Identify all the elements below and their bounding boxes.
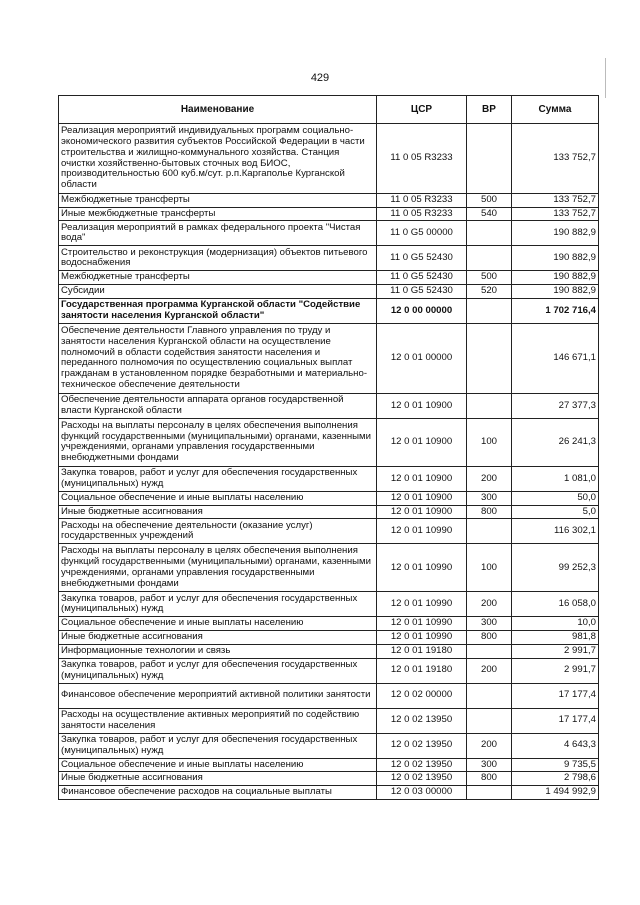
row-name-cell: Иные бюджетные ассигнования bbox=[59, 505, 377, 519]
row-csr-cell: 12 0 02 13950 bbox=[377, 772, 467, 786]
table-row bbox=[59, 124, 599, 194]
row-sum-cell: 2 798,6 bbox=[512, 772, 599, 786]
row-sum-cell: 133 752,7 bbox=[512, 194, 599, 208]
table-row bbox=[59, 207, 599, 221]
table-row bbox=[59, 617, 599, 631]
row-vr-cell: 300 bbox=[467, 617, 512, 631]
row-csr-cell: 11 0 G5 52430 bbox=[377, 246, 467, 271]
row-vr-cell: 300 bbox=[467, 491, 512, 505]
row-csr-cell: 12 0 01 10990 bbox=[377, 544, 467, 592]
row-sum-cell: 5,0 bbox=[512, 505, 599, 519]
row-name-cell: Финансовое обеспечение расходов на социальные выплаты bbox=[59, 786, 377, 800]
row-sum-cell: 146 671,1 bbox=[512, 323, 599, 393]
row-csr-cell: 12 0 03 00000 bbox=[377, 786, 467, 800]
row-sum-cell: 190 882,9 bbox=[512, 221, 599, 246]
row-name-cell: Социальное обеспечение и иные выплаты населению bbox=[59, 491, 377, 505]
row-name-cell: Межбюджетные трансферты bbox=[59, 271, 377, 285]
table-row bbox=[59, 271, 599, 285]
row-name-cell: Иные бюджетные ассигнования bbox=[59, 631, 377, 645]
row-sum-cell: 17 177,4 bbox=[512, 683, 599, 708]
row-name-cell: Информационные технологии и связь bbox=[59, 644, 377, 658]
row-vr-cell bbox=[467, 323, 512, 393]
table-row bbox=[59, 505, 599, 519]
row-vr-cell bbox=[467, 644, 512, 658]
row-csr-cell: 11 0 G5 52430 bbox=[377, 285, 467, 299]
row-vr-cell: 100 bbox=[467, 544, 512, 592]
table-row bbox=[59, 194, 599, 208]
table-row bbox=[59, 658, 599, 683]
row-name-cell: Расходы на обеспечение деятельности (оказание услуг) государственных учреждений bbox=[59, 519, 377, 544]
row-vr-cell: 200 bbox=[467, 658, 512, 683]
scan-edge-mark bbox=[605, 58, 606, 98]
row-csr-cell: 12 0 02 13950 bbox=[377, 733, 467, 758]
row-csr-cell: 12 0 01 19180 bbox=[377, 658, 467, 683]
row-sum-cell: 2 991,7 bbox=[512, 658, 599, 683]
row-name-cell: Финансовое обеспечение мероприятий активной политики занятости bbox=[59, 683, 377, 708]
row-name-cell: Расходы на осуществление активных мероприятий по содействию занятости населения bbox=[59, 708, 377, 733]
row-csr-cell: 12 0 01 10990 bbox=[377, 631, 467, 645]
row-name-cell: Субсидии bbox=[59, 285, 377, 299]
table-row bbox=[59, 708, 599, 733]
row-vr-cell: 300 bbox=[467, 758, 512, 772]
row-vr-cell bbox=[467, 124, 512, 194]
table-row bbox=[59, 592, 599, 617]
row-csr-cell: 12 0 02 13950 bbox=[377, 758, 467, 772]
table-header-row bbox=[59, 96, 599, 124]
page-number: 429 bbox=[310, 72, 330, 84]
table-row bbox=[59, 285, 599, 299]
row-name-cell: Обеспечение деятельности аппарата органов государственной власти Курганской области bbox=[59, 393, 377, 418]
row-vr-cell: 520 bbox=[467, 285, 512, 299]
row-sum-cell: 50,0 bbox=[512, 491, 599, 505]
row-csr-cell: 12 0 01 10990 bbox=[377, 617, 467, 631]
row-name-cell: Закупка товаров, работ и услуг для обеспечения государственных (муниципальных) нужд bbox=[59, 733, 377, 758]
row-csr-cell: 12 0 01 00000 bbox=[377, 323, 467, 393]
row-vr-cell: 200 bbox=[467, 466, 512, 491]
row-csr-cell: 12 0 01 10900 bbox=[377, 418, 467, 466]
header-csr: ЦСР bbox=[377, 96, 467, 124]
row-name-cell: Реализация мероприятий в рамках федерального проекта "Чистая вода" bbox=[59, 221, 377, 246]
row-sum-cell: 9 735,5 bbox=[512, 758, 599, 772]
table-row bbox=[59, 519, 599, 544]
row-name-cell: Государственная программа Курганской области "Содействие занятости населения Курганской области" bbox=[59, 298, 377, 323]
row-vr-cell bbox=[467, 393, 512, 418]
row-name-cell: Иные межбюджетные трансферты bbox=[59, 207, 377, 221]
row-csr-cell: 12 0 02 13950 bbox=[377, 708, 467, 733]
table-row bbox=[59, 393, 599, 418]
table-row bbox=[59, 683, 599, 708]
row-name-cell: Социальное обеспечение и иные выплаты населению bbox=[59, 758, 377, 772]
row-vr-cell bbox=[467, 298, 512, 323]
row-vr-cell bbox=[467, 519, 512, 544]
row-vr-cell bbox=[467, 246, 512, 271]
row-csr-cell: 12 0 01 10900 bbox=[377, 491, 467, 505]
row-csr-cell: 12 0 00 00000 bbox=[377, 298, 467, 323]
row-name-cell: Межбюджетные трансферты bbox=[59, 194, 377, 208]
row-sum-cell: 17 177,4 bbox=[512, 708, 599, 733]
row-csr-cell: 11 0 G5 52430 bbox=[377, 271, 467, 285]
row-vr-cell: 200 bbox=[467, 592, 512, 617]
row-vr-cell: 500 bbox=[467, 194, 512, 208]
row-csr-cell: 12 0 01 10990 bbox=[377, 519, 467, 544]
row-name-cell: Закупка товаров, работ и услуг для обеспечения государственных (муниципальных) нужд bbox=[59, 466, 377, 491]
row-csr-cell: 11 0 G5 00000 bbox=[377, 221, 467, 246]
row-sum-cell: 116 302,1 bbox=[512, 519, 599, 544]
row-csr-cell: 11 0 05 R3233 bbox=[377, 194, 467, 208]
row-sum-cell: 16 058,0 bbox=[512, 592, 599, 617]
table-row bbox=[59, 491, 599, 505]
row-sum-cell: 2 991,7 bbox=[512, 644, 599, 658]
table-row bbox=[59, 418, 599, 466]
row-vr-cell: 200 bbox=[467, 733, 512, 758]
row-sum-cell: 26 241,3 bbox=[512, 418, 599, 466]
header-sum: Сумма bbox=[512, 96, 599, 124]
row-sum-cell: 10,0 bbox=[512, 617, 599, 631]
row-sum-cell: 133 752,7 bbox=[512, 207, 599, 221]
row-name-cell: Расходы на выплаты персоналу в целях обеспечения выполнения функций государственными (муниципальными) органами, казенными учреждениями, органами управления государственными внебюджетными фондами bbox=[59, 544, 377, 592]
row-sum-cell: 190 882,9 bbox=[512, 271, 599, 285]
row-sum-cell: 27 377,3 bbox=[512, 393, 599, 418]
table-row bbox=[59, 246, 599, 271]
row-name-cell: Расходы на выплаты персоналу в целях обеспечения выполнения функций государственными (муниципальными) органами, казенными учреждениями, органами управления государственными внебюджетными фондами bbox=[59, 418, 377, 466]
row-vr-cell bbox=[467, 683, 512, 708]
table-row bbox=[59, 786, 599, 800]
row-vr-cell: 800 bbox=[467, 631, 512, 645]
table-row bbox=[59, 631, 599, 645]
row-name-cell: Социальное обеспечение и иные выплаты населению bbox=[59, 617, 377, 631]
row-sum-cell: 1 494 992,9 bbox=[512, 786, 599, 800]
table-body bbox=[59, 124, 599, 800]
row-name-cell: Закупка товаров, работ и услуг для обеспечения государственных (муниципальных) нужд bbox=[59, 658, 377, 683]
row-name-cell: Иные бюджетные ассигнования bbox=[59, 772, 377, 786]
table-row bbox=[59, 466, 599, 491]
table-row bbox=[59, 544, 599, 592]
row-csr-cell: 12 0 01 10900 bbox=[377, 466, 467, 491]
row-vr-cell bbox=[467, 221, 512, 246]
row-csr-cell: 12 0 01 10900 bbox=[377, 505, 467, 519]
table-row bbox=[59, 221, 599, 246]
header-name: Наименование bbox=[59, 96, 377, 124]
row-name-cell: Реализация мероприятий индивидуальных программ социально-экономического развития субъектов Российской Федерации в части строительства и жилищно-коммунального хозяйства. Станция очистки хозяйственно-бытовых сточных вод БИОС, производительностью 600 куб.м/сут. р.п.Каргаполье Курганской области bbox=[59, 124, 377, 194]
row-csr-cell: 12 0 01 10900 bbox=[377, 393, 467, 418]
table-row bbox=[59, 733, 599, 758]
row-csr-cell: 12 0 02 00000 bbox=[377, 683, 467, 708]
row-sum-cell: 1 702 716,4 bbox=[512, 298, 599, 323]
table-row bbox=[59, 758, 599, 772]
row-vr-cell: 540 bbox=[467, 207, 512, 221]
row-vr-cell: 800 bbox=[467, 772, 512, 786]
row-sum-cell: 1 081,0 bbox=[512, 466, 599, 491]
table-row bbox=[59, 323, 599, 393]
row-sum-cell: 981,8 bbox=[512, 631, 599, 645]
row-vr-cell bbox=[467, 786, 512, 800]
row-vr-cell: 800 bbox=[467, 505, 512, 519]
table-row bbox=[59, 644, 599, 658]
row-name-cell: Обеспечение деятельности Главного управления по труду и занятости населения Курганской области на осуществление полномочий в области содействия занятости населения и переданного полномочия по осуществлению социальных выплат гражданам в установленном порядке безработными и материально-техническое обеспечение деятельности bbox=[59, 323, 377, 393]
table-row bbox=[59, 298, 599, 323]
row-sum-cell: 4 643,3 bbox=[512, 733, 599, 758]
row-csr-cell: 12 0 01 10990 bbox=[377, 592, 467, 617]
row-csr-cell: 12 0 01 19180 bbox=[377, 644, 467, 658]
row-sum-cell: 190 882,9 bbox=[512, 285, 599, 299]
row-sum-cell: 133 752,7 bbox=[512, 124, 599, 194]
row-vr-cell: 500 bbox=[467, 271, 512, 285]
row-sum-cell: 99 252,3 bbox=[512, 544, 599, 592]
header-vr: ВР bbox=[467, 96, 512, 124]
budget-table bbox=[58, 95, 599, 800]
row-vr-cell bbox=[467, 708, 512, 733]
row-name-cell: Закупка товаров, работ и услуг для обеспечения государственных (муниципальных) нужд bbox=[59, 592, 377, 617]
row-name-cell: Строительство и реконструкция (модернизация) объектов питьевого водоснабжения bbox=[59, 246, 377, 271]
table-row bbox=[59, 772, 599, 786]
row-csr-cell: 11 0 05 R3233 bbox=[377, 124, 467, 194]
row-csr-cell: 11 0 05 R3233 bbox=[377, 207, 467, 221]
row-sum-cell: 190 882,9 bbox=[512, 246, 599, 271]
row-vr-cell: 100 bbox=[467, 418, 512, 466]
